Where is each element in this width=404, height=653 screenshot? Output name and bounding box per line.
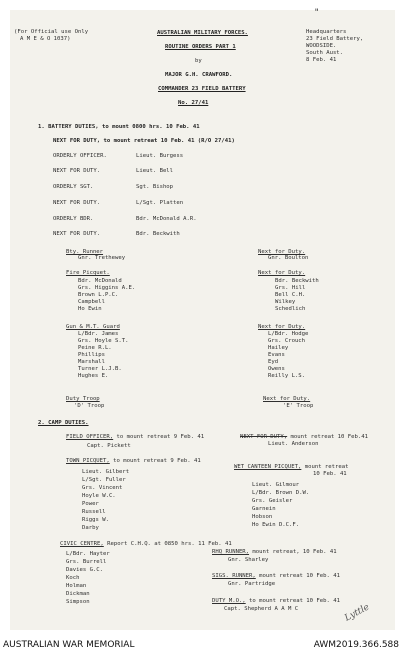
wet-canteen-text: mount retreat [301,464,349,470]
next-fire-member: Schedlich [275,306,306,312]
official-use-line-2: A M E & O 1037) [20,36,71,42]
next-guard-member: Hailey [268,345,289,351]
sigs-runner-heading: SIGS. RUNNER, [212,573,256,579]
rhq-runner-name: Gnr. Sharley [228,557,269,563]
footer-accession-number: AWM2019.366.588 [313,640,399,650]
hq-line-1: Headquarters [306,29,347,35]
duty-role: ORDERLY SGT. [53,184,94,190]
guard-member: Grs. Hoyle S.T. [78,338,129,344]
guard-member: Turner L.J.B. [78,366,122,372]
guard-member: Peine R.L. [78,345,112,351]
duty-mo-text: to mount retreat 10 Feb. 41 [245,598,340,604]
next-field-name: Lieut. Anderson [268,441,319,447]
bty-runner-name: Gnr. Trethewey [78,255,126,261]
guard-member: Marshall [78,359,105,365]
duty-role: NEXT FOR DUTY. [53,200,101,206]
hq-line-4: South Aust. [306,50,344,56]
fire-picquet-member: Bdr. McDonald [78,278,122,284]
duty-name: Lieut. Bell [136,168,174,174]
by-text: by [195,58,202,64]
town-picquet-member: Grs. Vincent [82,485,123,491]
order-number: No. 27/41 [178,100,209,106]
next-runner-heading: Next for Duty. [258,249,306,255]
town-picquet-text: to mount retreat 9 Feb. 41 [109,458,201,464]
next-guard-member: Grs. Crouch [268,338,306,344]
civic-centre-heading: CIVIC CENTRE, [60,541,104,547]
next-runner-name: Gnr. Boulton [268,255,309,261]
duty-role: NEXT FOR DUTY. [53,168,101,174]
handwritten-signature: Lyttle [343,602,372,624]
town-picquet-member: Power [82,501,99,507]
section-2-heading: 2. CAMP DUTIES. [38,420,89,426]
town-picquet-member: Lieut. Gilbert [82,469,130,475]
official-use-line-1: (For Official use Only [14,29,89,35]
duty-role: ORDERLY OFFICER. [53,153,107,159]
duty-troop-heading: Duty Troop [66,396,100,402]
next-fire-heading: Next for Duty. [258,270,306,276]
duty-name: Bdr. McDonald A.R. [136,216,197,222]
town-picquet-member: L/Sgt. Fuller [82,477,126,483]
town-picquet-member: Hoyle W.C. [82,493,116,499]
next-guard-member: Evans [268,352,285,358]
next-guard-member: Reilly L.S. [268,373,306,379]
duty-name: Bdr. Beckwith [136,231,180,237]
next-field-heading: NEXT FOR DUTY, [240,434,288,440]
civic-centre-member: Holman [66,583,87,589]
rhq-runner-heading: RHQ RUNNER, [212,549,250,555]
unit-title: AUSTRALIAN MILITARY FORCES. [157,30,248,36]
field-officer-text: to mount retreat 9 Feb. 41 [113,434,205,440]
civic-centre-text: Report C.H.Q. at 0850 hrs. 11 Feb. 41 [103,541,232,547]
town-picquet-member: Darby [82,525,99,531]
town-picquet-member: Russell [82,509,106,515]
hq-line-3: WOODSIDE. [306,43,337,49]
guard-member: Phillips [78,352,105,358]
duty-mo-heading: DUTY M.O., [212,598,246,604]
officer-name: MAJOR G.H. CRAWFORD. [165,72,233,78]
duty-troop-value: 'D' Troop [74,403,105,409]
duty-role: NEXT FOR DUTY. [53,231,101,237]
civic-centre-member: Koch [66,575,80,581]
rhq-runner-text: mount retreat, 10 Feb. 41 [249,549,337,555]
civic-centre-member: Davies G.C. [66,567,104,573]
wet-canteen-heading: WET CANTEEN PICQUET, [234,464,302,470]
hq-line-2: 23 Field Battery, [306,36,364,42]
duty-name: L/Sgt. Platten [136,200,184,206]
guard-heading: Gun & M.T. Guard [66,324,120,330]
next-fire-member: Wilkey [275,299,296,305]
fire-picquet-member: Grs. Higgins A.E. [78,285,136,291]
field-officer-heading: FIELD OFFICER, [66,434,114,440]
footer-institution: AUSTRALIAN WAR MEMORIAL [3,640,135,650]
bty-runner-heading: Bty. Runner [66,249,104,255]
wet-canteen-member: L/Bdr. Brown D.W. [252,490,310,496]
orders-title: ROUTINE ORDERS PART 1 [165,44,236,50]
field-officer-name: Capt. Pickett [87,443,131,449]
next-fire-member: Grs. Hill [275,285,306,291]
wet-canteen-member: Garnein [252,506,276,512]
fire-picquet-member: Ho Ewin [78,306,102,312]
wet-canteen-member: Grs. Geisler [252,498,293,504]
civic-centre-member: L/Bdr. Hayter [66,551,110,557]
section-1-heading: 1. BATTERY DUTIES, to mount 0800 hrs. 10 Feb. 41 [38,124,200,130]
section-1-next-duty: NEXT FOR DUTY, to mount retreat 10 Feb. 41 (R/O 27/41) [53,138,235,144]
next-guard-member: L/Bdr. Hodge [268,331,309,337]
next-guard-member: Owens [268,366,285,372]
footer-bar [0,637,404,653]
wet-canteen-member: Hobson [252,514,273,520]
duty-role: ORDERLY BDR. [53,216,94,222]
next-fire-member: Bell C.H. [275,292,306,298]
duty-name: Lieut. Burgess [136,153,184,159]
next-guard-heading: Next for Duty. [258,324,306,330]
town-picquet-heading: TOWN PICQUET, [66,458,110,464]
duty-name: Sgt. Bishop [136,184,174,190]
wet-canteen-member: Lieut. Gilmour [252,482,300,488]
next-fire-member: Bdr. Beckwith [275,278,319,284]
duty-mo-name: Capt. Shepherd A A M C [224,606,299,612]
hq-line-5: 8 Feb. 41 [306,57,337,63]
fire-picquet-member: Campbell [78,299,105,305]
guard-member: Hughes E. [78,373,109,379]
civic-centre-member: Dickman [66,591,90,597]
civic-centre-member: Simpson [66,599,90,605]
corner-mark: " [314,8,320,18]
command-title: COMMANDER 23 FIELD BATTERY [158,86,246,92]
next-troop-value: 'E' Troop [283,403,314,409]
wet-canteen-member: Ho Ewin D.C.F. [252,522,300,528]
next-guard-member: Eyd [268,359,279,365]
town-picquet-member: Riggs W. [82,517,109,523]
next-field-text: mount retreat 10 Feb.41 [287,434,368,440]
civic-centre-member: Grs. Burrell [66,559,107,565]
next-troop-heading: Next for Duty. [263,396,311,402]
sigs-runner-name: Gnr. Partridge [228,581,276,587]
wet-canteen-date: 10 Feb. 41 [313,471,347,477]
fire-picquet-heading: Fire Picquet. [66,270,110,276]
sigs-runner-text: mount retreat 10 Feb. 41 [255,573,340,579]
guard-member: L/Bdr. James [78,331,119,337]
fire-picquet-member: Brown L.P.C. [78,292,119,298]
